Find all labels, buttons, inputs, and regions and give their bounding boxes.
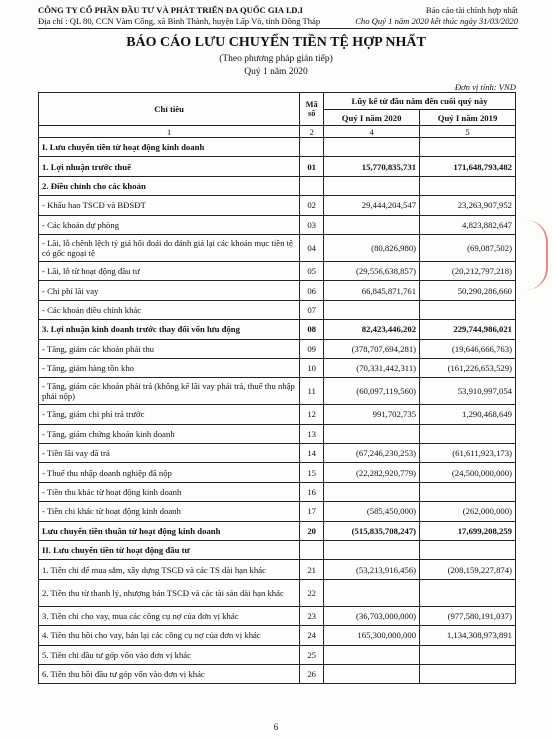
row-value-2019: 53,910,997,054 xyxy=(420,378,516,405)
row-value-2020 xyxy=(324,541,420,560)
row-value-2019 xyxy=(420,176,516,195)
period-note: Cho Quý 1 năm 2020 kết thúc ngày 31/03/2020 xyxy=(355,16,518,26)
row-value-2020 xyxy=(324,424,420,443)
row-value-2020: (585,450,000) xyxy=(324,502,420,521)
table-row xyxy=(39,300,516,319)
row-value-2020: (29,556,638,857) xyxy=(324,261,420,280)
row-code: 07 xyxy=(300,300,324,319)
table-row xyxy=(39,196,516,215)
col-header-group: Lũy kế từ đầu năm đến cuối quý này xyxy=(324,93,516,110)
row-value-2020: 82,423,446,202 xyxy=(324,320,420,339)
table-row xyxy=(39,358,516,377)
col-index-1: 1 xyxy=(39,126,300,138)
row-label: - Tiền chi khác từ hoạt động kinh doanh xyxy=(39,502,300,521)
row-code: 16 xyxy=(300,482,324,501)
row-code: 24 xyxy=(300,626,324,645)
row-value-2020: 29,444,204,547 xyxy=(324,196,420,215)
row-code: 03 xyxy=(300,215,324,234)
row-value-2019: 1,134,308,973,891 xyxy=(420,626,516,645)
row-code: 14 xyxy=(300,444,324,463)
table-row xyxy=(39,378,516,405)
row-value-2019: 50,290,286,660 xyxy=(420,281,516,300)
row-label: - Tăng, giảm các khoản phải thu xyxy=(39,339,300,358)
row-label: - Các khoản dự phòng xyxy=(39,215,300,234)
table-row xyxy=(39,579,516,606)
row-value-2019 xyxy=(420,579,516,606)
row-value-2019 xyxy=(420,138,516,157)
row-code: 21 xyxy=(300,560,324,579)
row-value-2020: (67,246,230,253) xyxy=(324,444,420,463)
col-header-2020: Quý I năm 2020 xyxy=(324,110,420,126)
row-value-2019: (262,000,000) xyxy=(420,502,516,521)
row-value-2019: (19,646,666,763) xyxy=(420,339,516,358)
table-row xyxy=(39,560,516,579)
row-label: - Tiền lãi vay đã trả xyxy=(39,444,300,463)
row-code: 25 xyxy=(300,645,324,664)
row-value-2020: 991,702,735 xyxy=(324,405,420,424)
row-code: 08 xyxy=(300,320,324,339)
row-label: 2. Tiền thu từ thanh lý, nhượng bán TSCĐ và các tài sản dài hạn khác xyxy=(39,579,300,606)
table-row xyxy=(39,320,516,339)
row-label: 4. Tiền thu hồi cho vay, bán lại các công cụ nợ của đơn vị khác xyxy=(39,626,300,645)
col-header-item: Chỉ tiêu xyxy=(39,93,300,126)
row-value-2020 xyxy=(324,664,420,683)
row-code: 23 xyxy=(300,606,324,625)
table-row xyxy=(39,215,516,234)
table-row xyxy=(39,521,516,540)
row-value-2020: (22,282,920,779) xyxy=(324,463,420,482)
row-value-2019: 171,648,793,482 xyxy=(420,157,516,176)
row-value-2019: (24,500,000,000) xyxy=(420,463,516,482)
row-label: 3. Tiền chi cho vay, mua các công cụ nợ của đơn vị khác xyxy=(39,606,300,625)
row-value-2019: (69,087,502) xyxy=(420,234,516,261)
report-period: Quý 1 năm 2020 xyxy=(244,67,308,77)
table-row xyxy=(39,502,516,521)
row-code: 04 xyxy=(300,234,324,261)
row-value-2020: (60,097,119,560) xyxy=(324,378,420,405)
row-value-2020: 15,770,835,731 xyxy=(324,157,420,176)
table-row xyxy=(39,626,516,645)
row-value-2019: 1,290,468,649 xyxy=(420,405,516,424)
row-label: I. Lưu chuyển tiền từ hoạt động kinh doanh xyxy=(39,138,300,157)
row-value-2020 xyxy=(324,482,420,501)
col-index-2: 2 xyxy=(300,126,324,138)
row-label: - Tăng, giảm chứng khoán kinh doanh xyxy=(39,424,300,443)
row-value-2020 xyxy=(324,645,420,664)
row-code xyxy=(300,541,324,560)
row-value-2019 xyxy=(420,482,516,501)
col-index-5: 5 xyxy=(420,126,516,138)
row-value-2020: 165,300,000,000 xyxy=(324,626,420,645)
table-row xyxy=(39,664,516,683)
page-subtitle: (Theo phương pháp gián tiếp) xyxy=(219,54,333,64)
row-value-2020 xyxy=(324,215,420,234)
row-value-2019: 17,699,208,259 xyxy=(420,521,516,540)
row-code: 20 xyxy=(300,521,324,540)
row-code: 01 xyxy=(300,157,324,176)
row-value-2020 xyxy=(324,300,420,319)
row-label: - Lãi, lỗ chênh lệch tỷ giá hối đoái do đánh giá lại các khoản mục tiền tệ có gốc ngoại tệ xyxy=(39,234,300,261)
row-label: - Khấu hao TSCĐ và BĐSĐT xyxy=(39,196,300,215)
row-value-2020: (53,213,916,456) xyxy=(324,560,420,579)
row-value-2019: (20,212,797,218) xyxy=(420,261,516,280)
row-label: - Tiền thu khác từ hoạt động kinh doanh xyxy=(39,482,300,501)
page-title: BÁO CÁO LƯU CHUYỂN TIỀN TỆ HỢP NHẤT xyxy=(126,35,426,50)
row-code: 05 xyxy=(300,261,324,280)
table-row xyxy=(39,444,516,463)
row-label: II. Lưu chuyển tiền từ hoạt động đầu tư xyxy=(39,541,300,560)
row-value-2020 xyxy=(324,579,420,606)
row-value-2020: (36,703,000,000) xyxy=(324,606,420,625)
row-value-2019: (208,159,227,874) xyxy=(420,560,516,579)
table-row xyxy=(39,645,516,664)
row-label: - Tăng, giảm hàng tồn kho xyxy=(39,358,300,377)
row-value-2020: (70,331,442,311) xyxy=(324,358,420,377)
row-value-2019: (977,580,191,037) xyxy=(420,606,516,625)
row-code: 26 xyxy=(300,664,324,683)
row-code: 02 xyxy=(300,196,324,215)
header-divider xyxy=(38,28,518,29)
table-row xyxy=(39,234,516,261)
table-row xyxy=(39,281,516,300)
row-label: 1. Tiền chi để mua sắm, xây dựng TSCĐ và các TS dài hạn khác xyxy=(39,560,300,579)
row-label: - Chi phí lãi vay xyxy=(39,281,300,300)
row-label: Lưu chuyển tiền thuần từ hoạt động kinh doanh xyxy=(39,521,300,540)
stamp-mark xyxy=(526,220,548,290)
row-value-2019 xyxy=(420,645,516,664)
row-code: 13 xyxy=(300,424,324,443)
row-value-2019 xyxy=(420,300,516,319)
col-header-2019: Quý I năm 2019 xyxy=(420,110,516,126)
row-value-2020 xyxy=(324,138,420,157)
page-number: 6 xyxy=(273,722,279,732)
row-label: 3. Lợi nhuận kinh doanh trước thay đổi vốn lưu động xyxy=(39,320,300,339)
col-index-4: 4 xyxy=(324,126,420,138)
row-value-2020: (378,707,694,281) xyxy=(324,339,420,358)
row-code: 10 xyxy=(300,358,324,377)
table-row xyxy=(39,463,516,482)
row-value-2020: (515,835,708,247) xyxy=(324,521,420,540)
table-row xyxy=(39,482,516,501)
row-code: 17 xyxy=(300,502,324,521)
row-code xyxy=(300,176,324,195)
row-value-2019 xyxy=(420,541,516,560)
row-label: - Tăng, giảm chi phí trả trước xyxy=(39,405,300,424)
row-value-2020: (80,826,980) xyxy=(324,234,420,261)
row-value-2019: 23,263,907,952 xyxy=(420,196,516,215)
row-code xyxy=(300,138,324,157)
row-label: 5. Tiền chi đầu tư góp vốn vào đơn vị khác xyxy=(39,645,300,664)
table-row xyxy=(39,339,516,358)
row-label: - Lãi, lỗ từ hoạt động đầu tư xyxy=(39,261,300,280)
row-value-2019: 229,744,986,021 xyxy=(420,320,516,339)
col-header-code: Mã số xyxy=(300,93,324,126)
report-type: Báo cáo tài chính hợp nhất xyxy=(425,5,518,15)
company-address: Địa chỉ : QL 80, CCN Vàm Cống, xã Bình Thành, huyện Lấp Vò, tỉnh Đồng Tháp xyxy=(38,16,321,26)
table-row xyxy=(39,261,516,280)
table-row xyxy=(39,541,516,560)
row-code: 22 xyxy=(300,579,324,606)
row-code: 12 xyxy=(300,405,324,424)
row-value-2020: 66,845,871,761 xyxy=(324,281,420,300)
row-label: - Các khoản điều chỉnh khác xyxy=(39,300,300,319)
table-row xyxy=(39,405,516,424)
row-value-2020 xyxy=(324,176,420,195)
row-value-2019 xyxy=(420,664,516,683)
row-value-2019 xyxy=(420,424,516,443)
row-label: 1. Lợi nhuận trước thuế xyxy=(39,157,300,176)
table-row xyxy=(39,424,516,443)
row-value-2019: (61,611,923,173) xyxy=(420,444,516,463)
row-label: 6. Tiền thu hồi đầu tư góp vốn vào đơn vị khác xyxy=(39,664,300,683)
row-label: 2. Điều chỉnh cho các khoản xyxy=(39,176,300,195)
table-row xyxy=(39,176,516,195)
cash-flow-table xyxy=(38,92,516,684)
row-label: - Thuế thu nhập doanh nghiệp đã nộp xyxy=(39,463,300,482)
row-value-2019: (161,226,653,529) xyxy=(420,358,516,377)
row-code: 15 xyxy=(300,463,324,482)
table-row xyxy=(39,138,516,157)
table-row xyxy=(39,157,516,176)
table-row xyxy=(39,606,516,625)
row-code: 06 xyxy=(300,281,324,300)
company-name: CÔNG TY CỔ PHẦN ĐẦU TƯ VÀ PHÁT TRIỂN ĐA QUỐC GIA I.D.I xyxy=(38,5,304,15)
unit-label: Đơn vị tính: VND xyxy=(454,82,516,92)
row-value-2019: 4,823,882,647 xyxy=(420,215,516,234)
row-label: - Tăng, giảm các khoản phải trả (không kể lãi vay phải trả, thuế thu nhập phải nộp) xyxy=(39,378,300,405)
row-code: 09 xyxy=(300,339,324,358)
row-code: 11 xyxy=(300,378,324,405)
